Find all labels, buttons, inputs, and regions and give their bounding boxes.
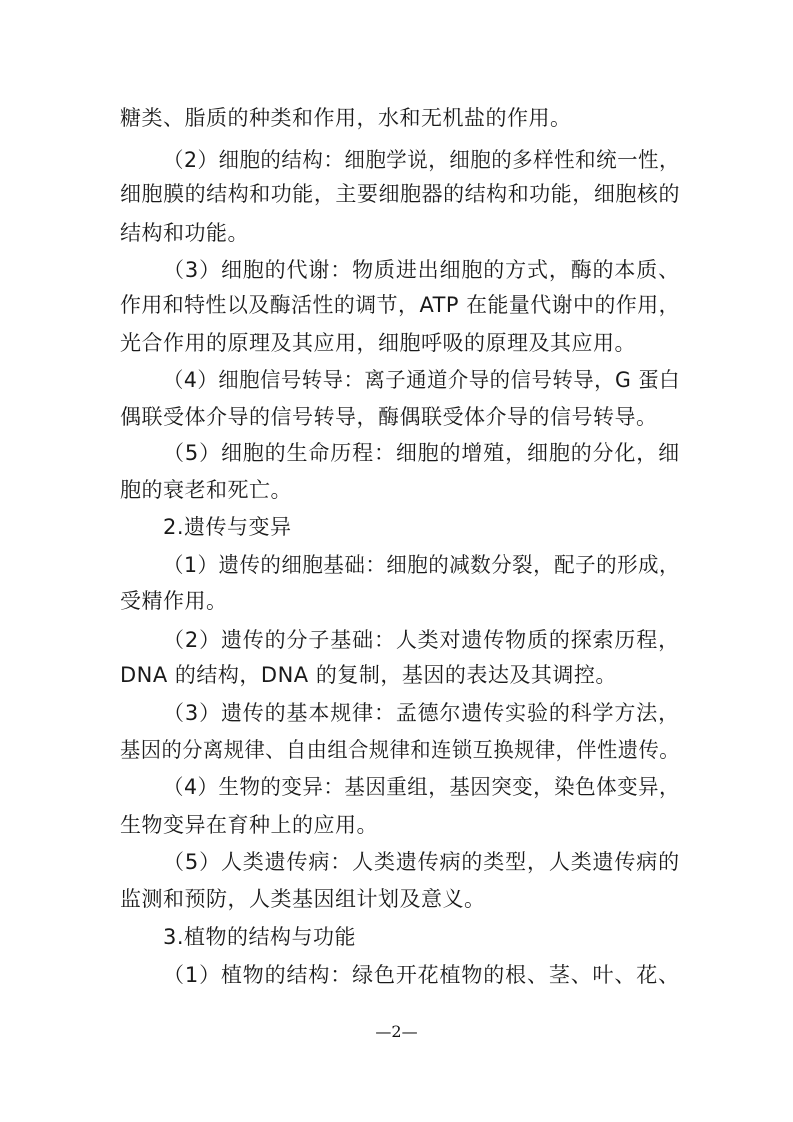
- section-heading: 3.植物的结构与功能: [163, 925, 357, 949]
- text-line: 受精作用。: [120, 589, 228, 613]
- text-line: 作用和特性以及酶活性的调节，ATP 在能量代谢中的作用，: [120, 293, 680, 317]
- text-line: （3）遗传的基本规律：孟德尔遗传实验的科学方法，: [163, 701, 680, 725]
- text-line: （1）植物的结构：绿色开花植物的根、茎、叶、花、: [163, 963, 680, 987]
- text-line: DNA 的结构，DNA 的复制，基因的表达及其调控。: [120, 663, 617, 687]
- text-line: 结构和功能。: [120, 221, 249, 245]
- page-number: —2—: [375, 1022, 418, 1041]
- text-line: 监测和预防，人类基因组计划及意义。: [120, 887, 486, 911]
- text-line: （5）细胞的生命历程：细胞的增殖，细胞的分化，细: [163, 441, 680, 465]
- text-line: 胞的衰老和死亡。: [120, 478, 292, 502]
- text-line: （1）遗传的细胞基础：细胞的减数分裂，配子的形成，: [163, 553, 680, 577]
- text-line: 光合作用的原理及其应用，细胞呼吸的原理及其应用。: [120, 331, 636, 355]
- text-line: 糖类、脂质的种类和作用，水和无机盐的作用。: [120, 106, 572, 130]
- text-line: （4）生物的变异：基因重组，基因突变，染色体变异，: [163, 775, 680, 799]
- text-line: 生物变异在育种上的应用。: [120, 813, 378, 837]
- text-line: 基因的分离规律、自由组合规律和连锁互换规律，伴性遗传。: [120, 738, 680, 762]
- section-heading: 2.遗传与变异: [163, 515, 292, 539]
- text-line: （5）人类遗传病：人类遗传病的类型，人类遗传病的: [163, 850, 680, 874]
- text-line: 细胞膜的结构和功能，主要细胞器的结构和功能，细胞核的: [120, 182, 680, 206]
- text-line: （3）细胞的代谢：物质进出细胞的方式，酶的本质、: [163, 258, 680, 282]
- text-line: （4）细胞信号转导：离子通道介导的信号转导，G 蛋白: [163, 368, 680, 392]
- text-line: 偶联受体介导的信号转导，酶偶联受体介导的信号转导。: [120, 405, 658, 429]
- text-line: （2）细胞的结构：细胞学说，细胞的多样性和统一性，: [163, 148, 680, 172]
- text-line: （2）遗传的分子基础：人类对遗传物质的探索历程，: [163, 628, 680, 652]
